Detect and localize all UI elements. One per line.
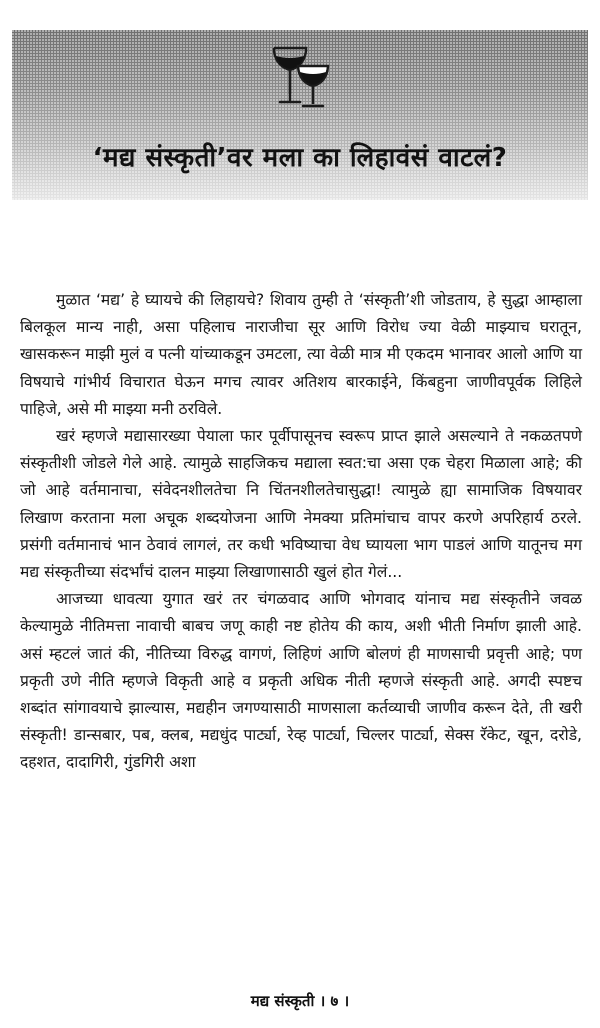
chapter-body: [20, 287, 582, 777]
chapter-title: ‘मद्य संस्कृती’वर मला का लिहावंसं वाटलं?: [92, 143, 508, 173]
page-footer: मद्य संस्कृती । ७ ।: [250, 992, 350, 1010]
paragraph: आजच्या धावत्या युगात खरं तर चंगळवाद आणि भोगवाद यांनाच मद्य संस्कृतीने जवळ केल्यामुळे नीतिमत्ता नावाची बाबच जणू काही नष्ट होतेय की काय, अशी भीती निर्माण झाली आहे. असं म्हटलं जातं की, नीतिच्या विरुद्ध वागणं, लिहिणं आणि बोलणं ही माणसाची प्रवृत्ती आहे; पण प्रकृती उणे नीति म्हणजे विकृती आहे व प्रकृती अधिक नीती म्हणजे संस्कृती आहे. अगदी स्पष्टच शब्दांत सांगावयाचे झाल्यास, मद्यहीन जगण्यासाठी माणसाला कर्तव्याची जाणीव करून देते, ती खरी संस्कृती! डान्सबार, पब, क्लब, मद्यधुंद पार्ट्या, रेव्ह पार्ट्या, चिल्लर पार्ट्या, सेक्स रॅकेट, खून, दरोडे, दहशत, दादागिरी, गुंडगिरी अशा: [20, 590, 582, 772]
paragraph: मुळात ‘मद्य’ हे घ्यायचे की लिहायचे? शिवाय तुम्ही ते ‘संस्कृती’शी जोडताय, हे सुद्धा आम्हाला बिलकूल मान्य नाही, असा पहिलाच नाराजीचा सूर आणि विरोध ज्या वेळी माझ्याच घरातून, खासकरून माझी मुलं व पत्नी यांच्याकडून उमटला, त्या वेळी मात्र मी एकदम भानावर आलो आणि या विषयाचे गांभीर्य विचारात घेऊन मगच त्यावर अतिशय बारकाईने, किंबहुना जाणीवपूर्वक लिहिले पाहिजे, असे मी माझ्या मनी ठरविले.: [20, 291, 582, 418]
paragraph: खरं म्हणजे मद्यासारख्या पेयाला फार पूर्वीपासूनच स्वरूप प्राप्त झाले असल्याने ते नकळतपणे संस्कृतीशी जोडले गेले आहे. त्यामुळे साहजिकच मद्याला स्वत:चा असा एक चेहरा मिळाला आहे; की जो आहे वर्तमानाचा, संवेदनशीलतेचा नि चिंतनशीलतेचासुद्धा! त्यामुळे ह्या सामाजिक विषयावर लिखाण करताना मला अचूक शब्दयोजना आणि नेमक्या प्रतिमांचाच वापर करणे अपरिहार्य ठरले. प्रसंगी वर्तमानाचं भान ठेवावं लागलं, तर कधी भविष्याचा वेध घ्यायला भाग पाडलं आणि यातूनच मग मद्य संस्कृतीच्या संदर्भांचं दालन माझ्या लिखाणासाठी खुलं होत गेलं...: [20, 427, 582, 582]
wine-glasses-icon: [268, 42, 332, 110]
